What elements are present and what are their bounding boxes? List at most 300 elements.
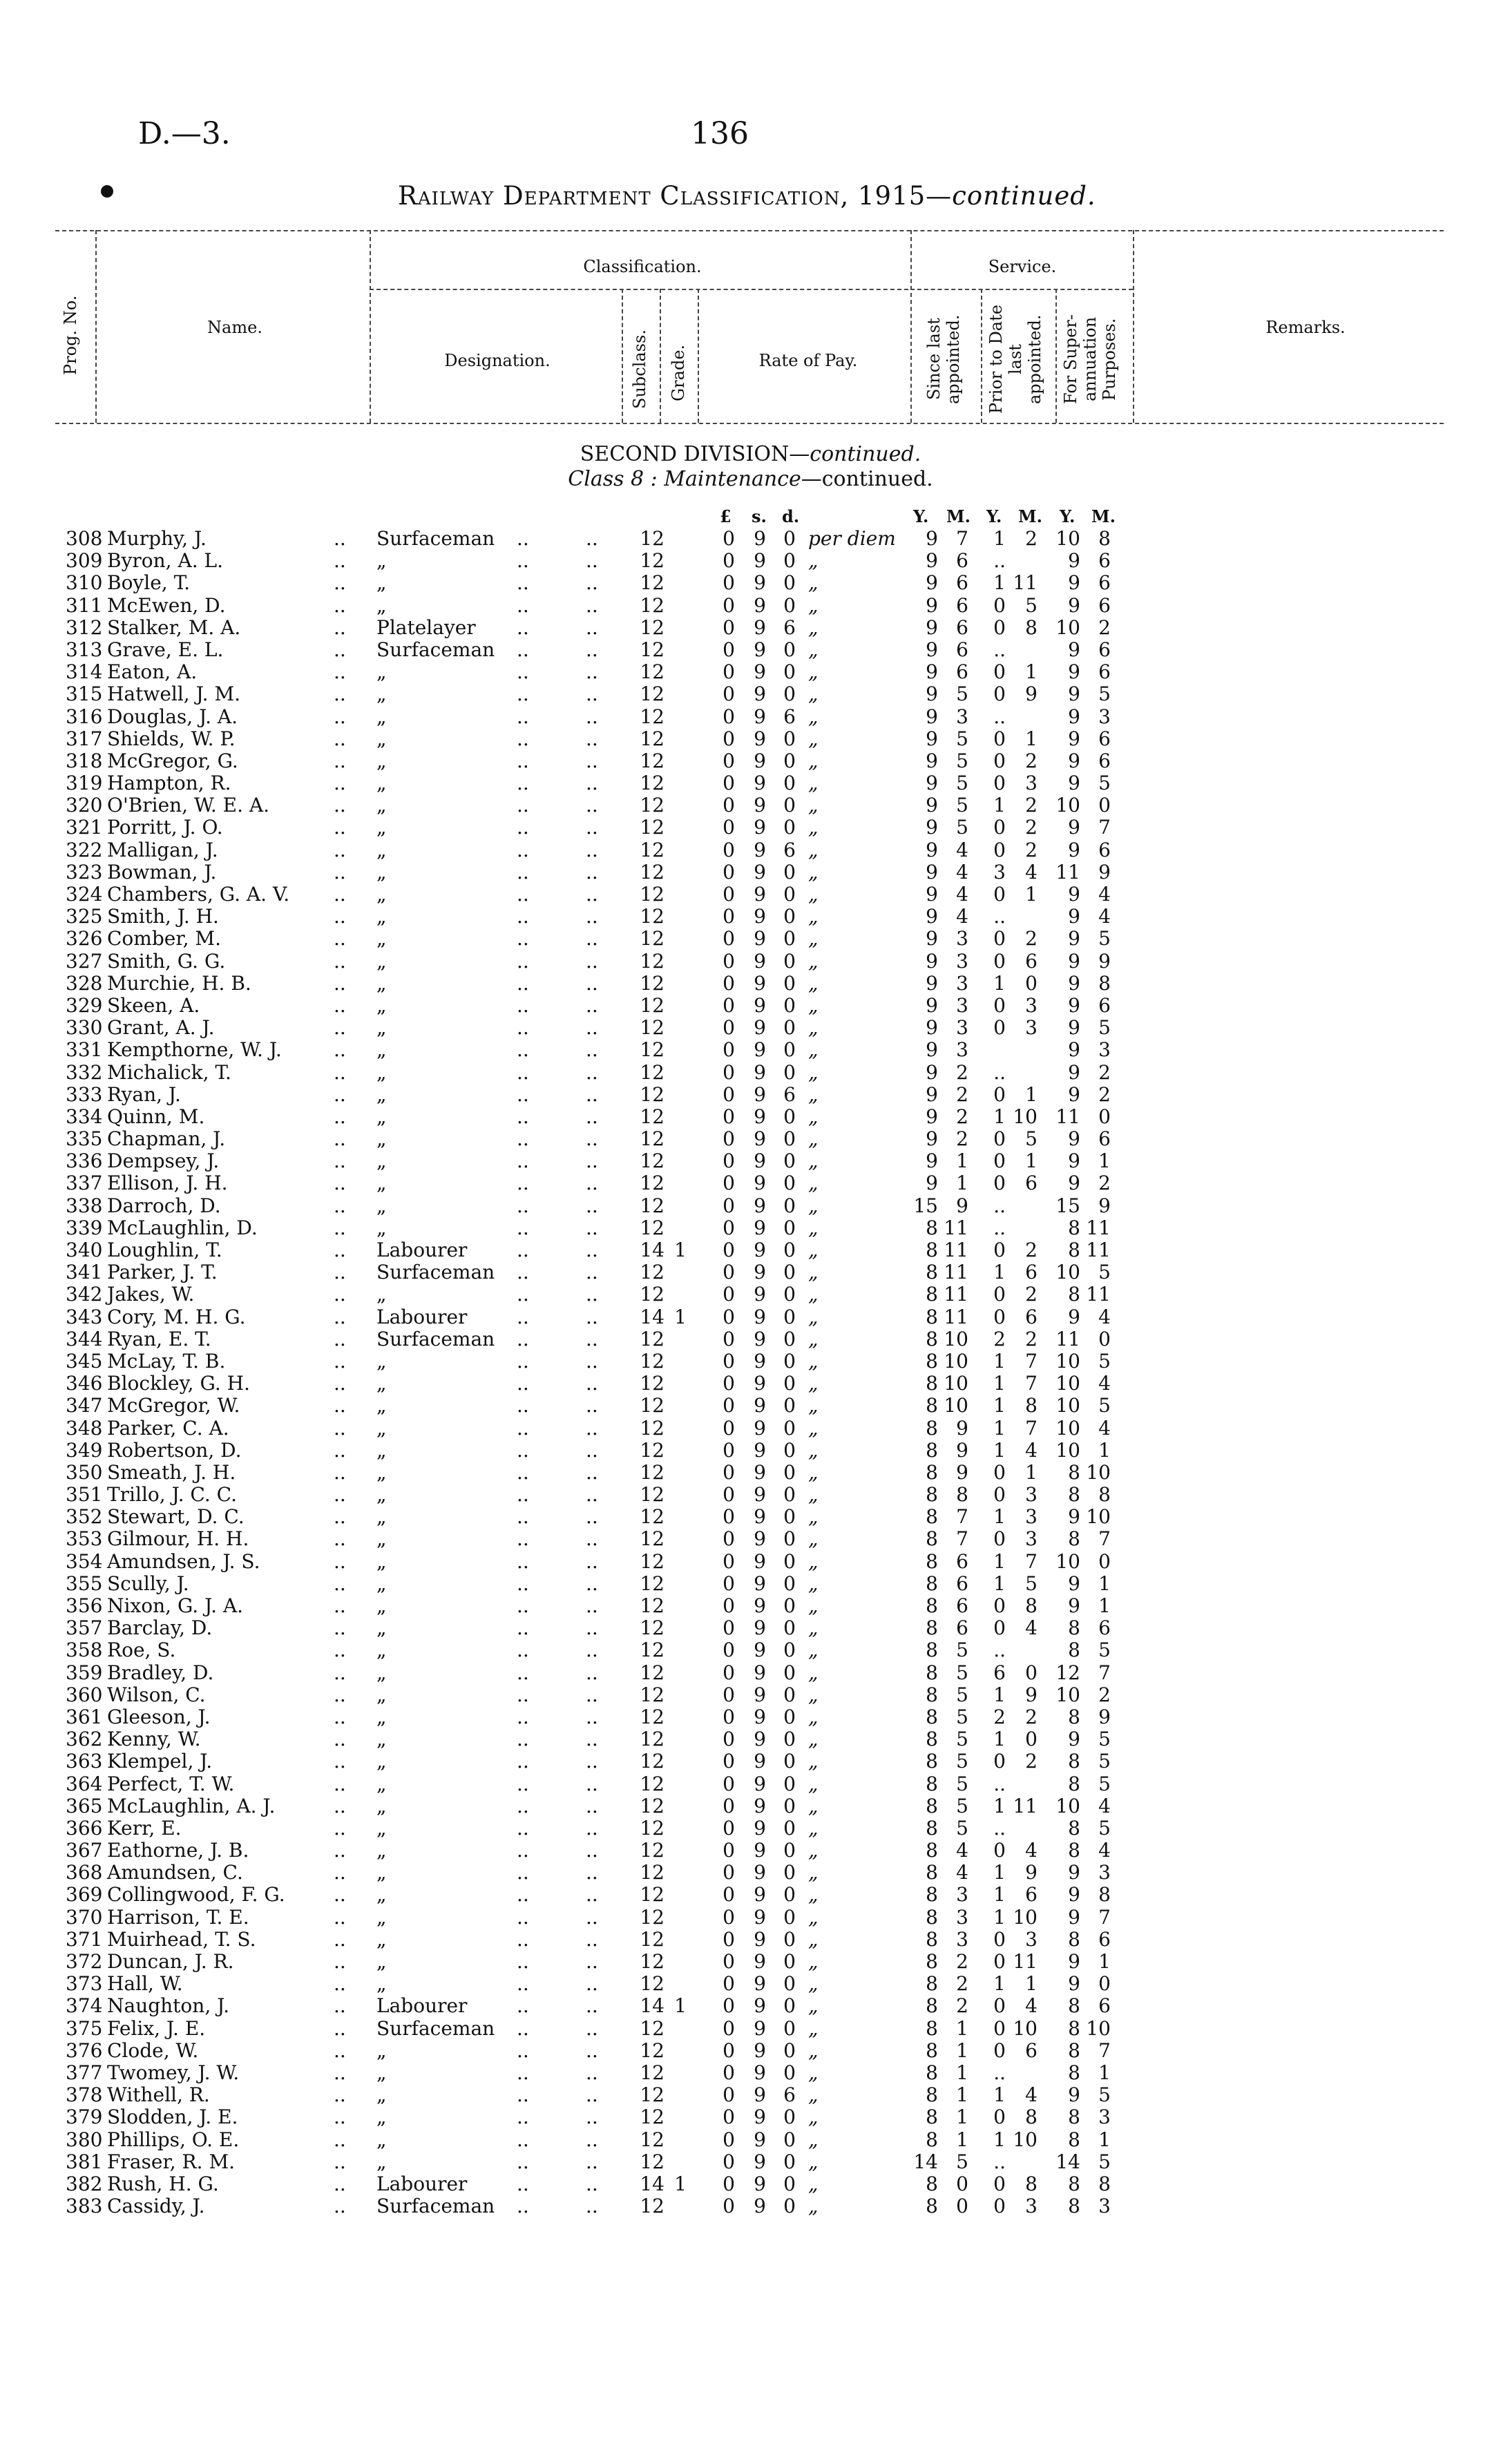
super-months: 6 bbox=[1098, 1616, 1111, 1640]
leader-dots: .. bbox=[334, 1639, 346, 1662]
super-months: 0 bbox=[1098, 794, 1111, 817]
since-years: 9 bbox=[926, 727, 938, 750]
subclass: 12 bbox=[640, 2105, 665, 2129]
prior-months: 3 bbox=[1025, 1927, 1038, 1951]
super-years: 8 bbox=[1068, 1616, 1080, 1640]
designation: „ bbox=[376, 571, 387, 595]
designation: „ bbox=[376, 1950, 387, 1973]
designation: „ bbox=[376, 1883, 387, 1907]
table-row bbox=[0, 1551, 1501, 1573]
since-months: 11 bbox=[944, 1239, 968, 1261]
leader-dots: .. bbox=[334, 1861, 346, 1884]
pay-shillings: 9 bbox=[754, 727, 766, 750]
header-service: Service. bbox=[988, 257, 1057, 276]
super-months: 2 bbox=[1098, 1172, 1111, 1195]
prior-months: 3 bbox=[1025, 1016, 1038, 1040]
table-row bbox=[0, 1328, 1501, 1350]
subclass: 12 bbox=[640, 682, 665, 706]
pay-pence: 0 bbox=[783, 1394, 796, 1417]
prog-number: 320 bbox=[66, 794, 103, 817]
since-months: 3 bbox=[956, 1883, 968, 1907]
prior-years: 2 bbox=[993, 1327, 1006, 1350]
prior-years: 0 bbox=[993, 1172, 1006, 1195]
pay-shillings: 9 bbox=[754, 1172, 766, 1195]
leader-dots: .. bbox=[586, 1839, 598, 1862]
prior-years: 1 bbox=[993, 1105, 1006, 1128]
leader-dots: .. bbox=[517, 1127, 529, 1151]
pay-unit: „ bbox=[808, 1327, 819, 1350]
prior-years: 1 bbox=[993, 1861, 1006, 1884]
pay-shillings: 9 bbox=[754, 1283, 766, 1306]
pay-pounds: 0 bbox=[723, 1994, 735, 2018]
super-months: 0 bbox=[1098, 1105, 1111, 1128]
designation: Labourer bbox=[376, 2172, 468, 2195]
leader-dots: .. bbox=[334, 838, 346, 861]
pay-pence: 6 bbox=[783, 1082, 796, 1106]
pay-pence: 0 bbox=[783, 2150, 796, 2173]
employee-name: Smith, J. H. bbox=[107, 905, 219, 928]
since-months: 2 bbox=[956, 1994, 968, 2018]
pay-pence: 0 bbox=[783, 1549, 796, 1573]
since-months: 11 bbox=[944, 1305, 968, 1328]
table-row bbox=[0, 617, 1501, 639]
employee-name: Klempel, J. bbox=[107, 1750, 213, 1773]
leader-dots: .. bbox=[334, 993, 346, 1017]
pay-unit: „ bbox=[808, 638, 819, 661]
designation: „ bbox=[376, 549, 387, 573]
since-years: 8 bbox=[926, 1994, 938, 2018]
super-months: 9 bbox=[1098, 1194, 1111, 1217]
table-row bbox=[0, 1350, 1501, 1373]
leader-dots: .. bbox=[334, 1883, 346, 1907]
pay-pounds: 0 bbox=[723, 1149, 735, 1173]
pay-shillings: 9 bbox=[754, 1639, 766, 1662]
leader-dots: .. bbox=[517, 1794, 529, 1817]
subclass: 12 bbox=[640, 1905, 665, 1929]
prior-years: 1 bbox=[993, 1883, 1006, 1907]
pay-pence: 0 bbox=[783, 1616, 796, 1640]
since-years: 9 bbox=[926, 615, 938, 639]
pay-pence: 0 bbox=[783, 660, 796, 684]
designation: „ bbox=[376, 660, 387, 684]
super-years: 10 bbox=[1055, 1794, 1080, 1817]
prior-months: 3 bbox=[1025, 1527, 1038, 1551]
designation: „ bbox=[376, 794, 387, 817]
super-months: 6 bbox=[1098, 638, 1111, 661]
staff-table-body bbox=[0, 528, 1501, 2217]
leader-dots: .. bbox=[334, 1505, 346, 1529]
leader-dots: .. bbox=[517, 1349, 529, 1373]
prior-years: 1 bbox=[993, 527, 1006, 550]
super-months: 8 bbox=[1098, 2172, 1111, 2195]
table-row bbox=[0, 1373, 1501, 1395]
super-years: 9 bbox=[1068, 1038, 1080, 1062]
pay-pence: 0 bbox=[783, 1460, 796, 1484]
since-months: 9 bbox=[956, 1416, 968, 1440]
since-years: 8 bbox=[926, 1705, 938, 1728]
pay-pounds: 0 bbox=[723, 1305, 735, 1328]
table-row bbox=[0, 1995, 1501, 2017]
pay-unit: „ bbox=[808, 883, 819, 906]
prog-number: 338 bbox=[66, 1194, 103, 1217]
since-years: 9 bbox=[926, 927, 938, 951]
pay-shillings: 9 bbox=[754, 927, 766, 951]
pay-pence: 0 bbox=[783, 1750, 796, 1773]
super-months: 4 bbox=[1098, 883, 1111, 906]
prog-number: 333 bbox=[66, 1082, 103, 1106]
pay-unit: „ bbox=[808, 2038, 819, 2062]
leader-dots: .. bbox=[517, 593, 529, 617]
prior-years: 0 bbox=[993, 1082, 1006, 1106]
since-years: 9 bbox=[926, 1105, 938, 1128]
leader-dots: .. bbox=[586, 1905, 598, 1929]
employee-name: McGregor, G. bbox=[107, 749, 238, 772]
prog-number: 365 bbox=[66, 1794, 103, 1817]
pay-shillings: 9 bbox=[754, 527, 766, 550]
pay-shillings: 9 bbox=[754, 1839, 766, 1862]
designation: „ bbox=[376, 1349, 387, 1373]
pay-pence: 0 bbox=[783, 2016, 796, 2040]
since-years: 9 bbox=[926, 1082, 938, 1106]
prog-number: 357 bbox=[66, 1616, 103, 1640]
since-months: 5 bbox=[956, 1750, 968, 1773]
subclass: 12 bbox=[640, 1105, 665, 1128]
table-row bbox=[0, 794, 1501, 816]
pay-unit: „ bbox=[808, 1883, 819, 1907]
prior-years: 1 bbox=[993, 794, 1006, 817]
leader-dots: .. bbox=[517, 1639, 529, 1662]
designation: „ bbox=[376, 927, 387, 951]
employee-name: McLaughlin, A. J. bbox=[107, 1794, 276, 1817]
prog-number: 325 bbox=[66, 905, 103, 928]
prog-number: 341 bbox=[66, 1261, 103, 1284]
pay-pence: 0 bbox=[783, 1728, 796, 1751]
super-years: 9 bbox=[1068, 949, 1080, 973]
designation: „ bbox=[376, 1861, 387, 1884]
page-title bbox=[398, 181, 1096, 211]
since-years: 8 bbox=[926, 1772, 938, 1795]
table-row bbox=[0, 2151, 1501, 2173]
leader-dots: .. bbox=[334, 816, 346, 839]
leader-dots: .. bbox=[517, 660, 529, 684]
super-years: 9 bbox=[1068, 1728, 1080, 1751]
employee-name: Parker, J. T. bbox=[107, 1261, 218, 1284]
pay-unit: „ bbox=[808, 1082, 819, 1106]
leader-dots: .. bbox=[586, 1505, 598, 1529]
since-months: 4 bbox=[956, 860, 968, 884]
leader-dots: .. bbox=[586, 1060, 598, 1084]
prior-months: 1 bbox=[1025, 727, 1038, 750]
pay-unit: „ bbox=[808, 971, 819, 995]
designation: „ bbox=[376, 1728, 387, 1751]
leader-dots: .. bbox=[517, 1728, 529, 1751]
unit-m1: M. bbox=[946, 506, 971, 526]
pay-pence: 0 bbox=[783, 1127, 796, 1151]
leader-dots: .. bbox=[517, 1438, 529, 1462]
since-years: 9 bbox=[926, 1127, 938, 1151]
super-years: 9 bbox=[1068, 660, 1080, 684]
super-months: 6 bbox=[1098, 1994, 1111, 2018]
pay-pence: 0 bbox=[783, 1527, 796, 1551]
pay-shillings: 9 bbox=[754, 905, 766, 928]
prior-years: 6 bbox=[993, 1661, 1006, 1684]
super-years: 9 bbox=[1068, 772, 1080, 795]
prior-months: 6 bbox=[1025, 949, 1038, 973]
since-years: 8 bbox=[926, 1972, 938, 1996]
since-years: 8 bbox=[926, 1728, 938, 1751]
prior-years: .. bbox=[993, 1216, 1006, 1239]
table-row bbox=[0, 951, 1501, 973]
since-years: 8 bbox=[926, 1460, 938, 1484]
designation: „ bbox=[376, 1616, 387, 1640]
since-years: 9 bbox=[926, 660, 938, 684]
pay-shillings: 9 bbox=[754, 1127, 766, 1151]
subclass: 12 bbox=[640, 1149, 665, 1173]
prior-months: 11 bbox=[1013, 1950, 1038, 1973]
super-months: 7 bbox=[1098, 1527, 1111, 1551]
leader-dots: .. bbox=[586, 727, 598, 750]
header-classification: Classification. bbox=[583, 257, 702, 276]
class-continued: —continued. bbox=[801, 467, 933, 491]
pay-pence: 0 bbox=[783, 1194, 796, 1217]
prior-months: 3 bbox=[1025, 772, 1038, 795]
since-years: 8 bbox=[926, 1261, 938, 1284]
super-months: 5 bbox=[1098, 1772, 1111, 1795]
pay-unit: „ bbox=[808, 1572, 819, 1595]
subclass: 12 bbox=[640, 1594, 665, 1617]
subclass: 12 bbox=[640, 2195, 665, 2218]
prog-number: 379 bbox=[66, 2105, 103, 2129]
prior-months: 8 bbox=[1025, 1594, 1038, 1617]
employee-name: Quinn, M. bbox=[107, 1105, 205, 1128]
pay-pence: 0 bbox=[783, 682, 796, 706]
subclass: 12 bbox=[640, 2128, 665, 2151]
pay-shillings: 9 bbox=[754, 1972, 766, 1996]
leader-dots: .. bbox=[334, 1460, 346, 1484]
leader-dots: .. bbox=[517, 2128, 529, 2151]
prior-months: 3 bbox=[1025, 2195, 1038, 2218]
prior-years: .. bbox=[993, 705, 1006, 728]
since-years: 8 bbox=[926, 1816, 938, 1840]
prior-months: 2 bbox=[1025, 838, 1038, 861]
pay-pounds: 0 bbox=[723, 1816, 735, 1840]
leader-dots: .. bbox=[586, 1861, 598, 1884]
leader-dots: .. bbox=[517, 1460, 529, 1484]
leader-dots: .. bbox=[334, 705, 346, 728]
leader-dots: .. bbox=[586, 1283, 598, 1306]
employee-name: Withell, R. bbox=[107, 2083, 210, 2107]
subclass: 12 bbox=[640, 1394, 665, 1417]
table-row bbox=[0, 2040, 1501, 2062]
leader-dots: .. bbox=[586, 2195, 598, 2218]
leader-dots: .. bbox=[586, 615, 598, 639]
pay-pence: 0 bbox=[783, 1505, 796, 1529]
designation: „ bbox=[376, 2150, 387, 2173]
super-months: 5 bbox=[1098, 1261, 1111, 1284]
prog-number: 312 bbox=[66, 615, 103, 639]
pay-pence: 0 bbox=[783, 1149, 796, 1173]
pay-pence: 0 bbox=[783, 1927, 796, 1951]
pay-pounds: 0 bbox=[723, 1683, 735, 1706]
pay-unit: „ bbox=[808, 1416, 819, 1440]
leader-dots: .. bbox=[586, 2105, 598, 2129]
leader-dots: .. bbox=[517, 1016, 529, 1040]
leader-dots: .. bbox=[334, 1772, 346, 1795]
since-months: 6 bbox=[956, 1594, 968, 1617]
super-years: 10 bbox=[1055, 1416, 1080, 1440]
since-months: 3 bbox=[956, 927, 968, 951]
super-years: 9 bbox=[1068, 1594, 1080, 1617]
pay-shillings: 9 bbox=[754, 1349, 766, 1373]
leader-dots: .. bbox=[586, 1883, 598, 1907]
pay-pounds: 0 bbox=[723, 615, 735, 639]
super-months: 5 bbox=[1098, 1728, 1111, 1751]
since-years: 9 bbox=[926, 705, 938, 728]
unit-y3: Y. bbox=[1060, 506, 1075, 526]
designation: „ bbox=[376, 1661, 387, 1684]
pay-unit: „ bbox=[808, 905, 819, 928]
pay-unit: „ bbox=[808, 549, 819, 573]
prog-number: 360 bbox=[66, 1683, 103, 1706]
subclass: 12 bbox=[640, 838, 665, 861]
prog-number: 326 bbox=[66, 927, 103, 951]
since-months: 0 bbox=[956, 2195, 968, 2218]
leader-dots: .. bbox=[517, 2061, 529, 2084]
leader-dots: .. bbox=[586, 705, 598, 728]
prior-years: 0 bbox=[993, 1616, 1006, 1640]
pay-shillings: 9 bbox=[754, 1327, 766, 1350]
pay-unit: „ bbox=[808, 1661, 819, 1684]
leader-dots: .. bbox=[586, 1994, 598, 2018]
since-years: 8 bbox=[926, 1750, 938, 1773]
employee-name: Bradley, D. bbox=[107, 1661, 214, 1684]
employee-name: McGregor, W. bbox=[107, 1394, 240, 1417]
pay-pence: 0 bbox=[783, 593, 796, 617]
leader-dots: .. bbox=[334, 2016, 346, 2040]
pay-pounds: 0 bbox=[723, 2083, 735, 2107]
subclass: 12 bbox=[640, 1572, 665, 1595]
pay-pence: 0 bbox=[783, 1016, 796, 1040]
prior-months: 4 bbox=[1025, 1839, 1038, 1862]
table-row bbox=[0, 839, 1501, 861]
since-years: 8 bbox=[926, 1839, 938, 1862]
pay-unit: „ bbox=[808, 1216, 819, 1239]
prior-years: 0 bbox=[993, 749, 1006, 772]
leader-dots: .. bbox=[586, 838, 598, 861]
leader-dots: .. bbox=[586, 2038, 598, 2062]
super-months: 10 bbox=[1086, 1460, 1111, 1484]
designation: „ bbox=[376, 2061, 387, 2084]
since-months: 10 bbox=[944, 1372, 968, 1395]
super-months: 1 bbox=[1098, 1149, 1111, 1173]
table-row bbox=[0, 1706, 1501, 1728]
designation: „ bbox=[376, 1549, 387, 1573]
leader-dots: .. bbox=[586, 1594, 598, 1617]
grade: 1 bbox=[674, 1994, 687, 2018]
super-years: 8 bbox=[1068, 1839, 1080, 1862]
since-years: 9 bbox=[926, 549, 938, 573]
since-months: 11 bbox=[944, 1283, 968, 1306]
pay-unit: „ bbox=[808, 1283, 819, 1306]
prior-years: 0 bbox=[993, 1950, 1006, 1973]
since-months: 3 bbox=[956, 971, 968, 995]
pay-pounds: 0 bbox=[723, 883, 735, 906]
prior-months: 0 bbox=[1025, 1728, 1038, 1751]
prog-number: 332 bbox=[66, 1060, 103, 1084]
prior-months: 4 bbox=[1025, 1616, 1038, 1640]
subclass: 12 bbox=[640, 638, 665, 661]
pay-unit: „ bbox=[808, 1305, 819, 1328]
since-years: 8 bbox=[926, 2172, 938, 2195]
super-months: 3 bbox=[1098, 2195, 1111, 2218]
super-months: 4 bbox=[1098, 1839, 1111, 1862]
pay-shillings: 9 bbox=[754, 1705, 766, 1728]
employee-name: Scully, J. bbox=[107, 1572, 189, 1595]
leader-dots: .. bbox=[586, 927, 598, 951]
since-months: 4 bbox=[956, 1839, 968, 1862]
prior-years: 0 bbox=[993, 2038, 1006, 2062]
table-row bbox=[0, 2062, 1501, 2084]
pay-unit: „ bbox=[808, 593, 819, 617]
leader-dots: .. bbox=[517, 1327, 529, 1350]
pay-unit: „ bbox=[808, 1750, 819, 1773]
since-years: 8 bbox=[926, 1394, 938, 1417]
super-years: 9 bbox=[1068, 1905, 1080, 1929]
prior-months: 2 bbox=[1025, 749, 1038, 772]
subclass: 12 bbox=[640, 816, 665, 839]
table-row bbox=[0, 1750, 1501, 1773]
super-years: 10 bbox=[1055, 1549, 1080, 1573]
pay-unit: „ bbox=[808, 615, 819, 639]
pay-shillings: 9 bbox=[754, 549, 766, 573]
leader-dots: .. bbox=[334, 638, 346, 661]
designation: „ bbox=[376, 1438, 387, 1462]
since-years: 8 bbox=[926, 1794, 938, 1817]
prior-months: 7 bbox=[1025, 1372, 1038, 1395]
since-years: 9 bbox=[926, 772, 938, 795]
designation: „ bbox=[376, 1460, 387, 1484]
leader-dots: .. bbox=[586, 2172, 598, 2195]
table-row bbox=[0, 1239, 1501, 1261]
prog-number: 375 bbox=[66, 2016, 103, 2040]
table-row bbox=[0, 906, 1501, 928]
subclass: 12 bbox=[640, 1527, 665, 1551]
pay-pounds: 0 bbox=[723, 1038, 735, 1062]
prior-years: 0 bbox=[993, 2105, 1006, 2129]
subclass: 12 bbox=[640, 905, 665, 928]
employee-name: Boyle, T. bbox=[107, 571, 191, 595]
designation: „ bbox=[376, 1216, 387, 1239]
pay-shillings: 9 bbox=[754, 2150, 766, 2173]
pay-pence: 0 bbox=[783, 1950, 796, 1973]
prior-months: 2 bbox=[1025, 1283, 1038, 1306]
subclass: 12 bbox=[640, 1883, 665, 1907]
employee-name: Kenny, W. bbox=[107, 1728, 201, 1751]
leader-dots: .. bbox=[334, 1105, 346, 1128]
pay-pence: 6 bbox=[783, 2083, 796, 2107]
table-row bbox=[0, 2084, 1501, 2106]
prog-number: 383 bbox=[66, 2195, 103, 2218]
prog-number: 344 bbox=[66, 1327, 103, 1350]
pay-pence: 0 bbox=[783, 927, 796, 951]
super-months: 7 bbox=[1098, 1661, 1111, 1684]
prior-years: 1 bbox=[993, 1372, 1006, 1395]
since-months: 5 bbox=[956, 1639, 968, 1662]
since-months: 5 bbox=[956, 1794, 968, 1817]
leader-dots: .. bbox=[334, 1082, 346, 1106]
leader-dots: .. bbox=[586, 571, 598, 595]
leader-dots: .. bbox=[517, 860, 529, 884]
